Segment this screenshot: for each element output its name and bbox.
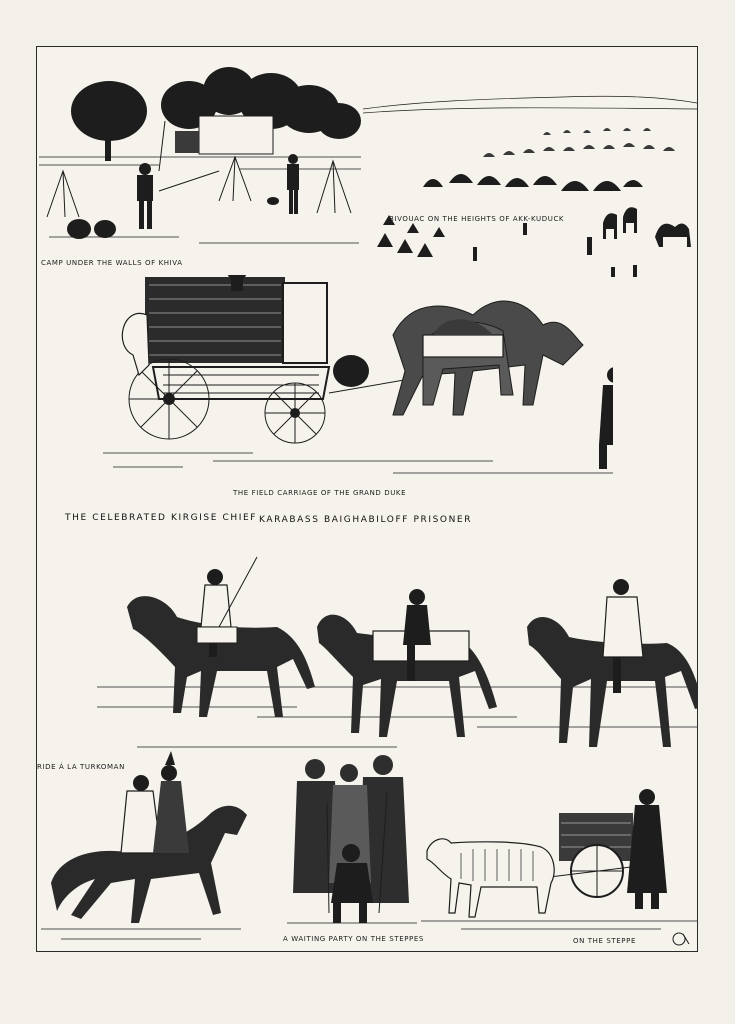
caption-chief-right: KARABASS BAIGHABILOFF PRISONER	[259, 515, 473, 525]
caption-chief-left: THE CELEBRATED KIRGISE CHIEF	[65, 513, 258, 523]
ride-scene	[41, 743, 261, 943]
caption-bivouac: BIVOUAC ON THE HEIGHTS OF AKK-KUDUCK	[389, 215, 565, 223]
bivouac-scene	[363, 87, 697, 277]
engraving-plate	[36, 46, 698, 952]
carriage-scene	[93, 275, 613, 485]
caption-ride: RIDE Á LA TURKOMAN	[37, 763, 125, 771]
horsemen-scene	[97, 547, 697, 767]
party-scene	[287, 753, 417, 937]
caption-camp: CAMP UNDER THE WALLS OF KHIVA	[41, 259, 183, 267]
caption-steppe: ON THE STEPPE	[573, 937, 636, 945]
caption-carriage: THE FIELD CARRIAGE OF THE GRAND DUKE	[233, 489, 407, 497]
camp-scene	[39, 61, 361, 261]
caption-party: A WAITING PARTY ON THE STEPPES	[283, 935, 424, 943]
steppe-scene	[421, 783, 697, 933]
artist-monogram	[671, 931, 691, 947]
